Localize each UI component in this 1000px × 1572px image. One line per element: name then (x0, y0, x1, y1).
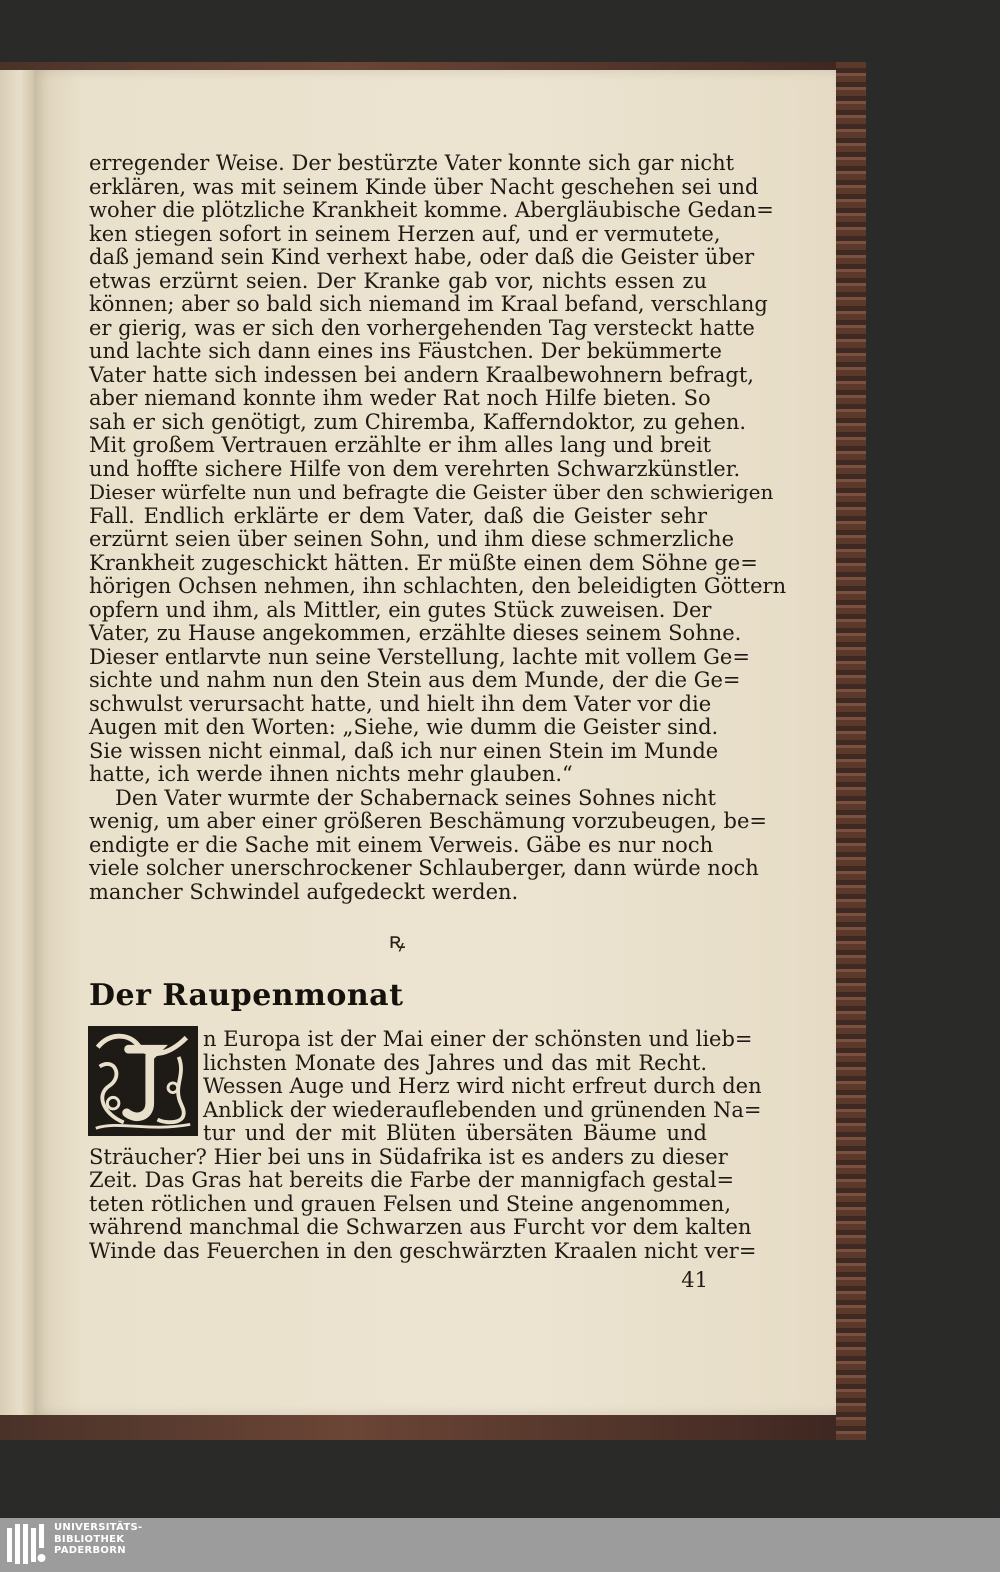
text-part-1 (89, 151, 787, 904)
section-separator-ornament: ꝶ (388, 929, 406, 954)
text-line: Wessen Auge und Herz wird nicht erfreut durch den (203, 1074, 762, 1098)
library-name-line: PADERBORN (54, 1545, 126, 1556)
text-line: Mit großem Vertrauen erzählte er ihm alles lang und breit (89, 433, 712, 457)
text-line: wenig, um aber einer größeren Beschämung vorzubeugen, be= (89, 809, 767, 833)
library-logo-icon (6, 1522, 48, 1568)
text-line: erklären, was mit seinem Kinde über Nacht geschehen sei und (89, 174, 759, 199)
text-line: teten rötlichen und grauen Felsen und Steine angenommen, (89, 1191, 731, 1216)
text-line: Dieser entlarvte nun seine Verstellung, lachte mit vollem Ge= (89, 644, 750, 669)
text-line: Winde das Feuerchen in den geschwärzten Kraalen nicht ver= (89, 1238, 757, 1263)
text-line: Fall. Endlich erklärte er dem Vater, daß die Geister sehr (89, 503, 707, 528)
text-line: n Europa ist der Mai einer der schönsten und lieb= (203, 1027, 753, 1051)
text-line: aber niemand konnte ihm weder Rat noch Hilfe bieten. So (89, 386, 711, 410)
text-line: Zeit. Das Gras hat bereits die Farbe der mannigfach gestal= (89, 1168, 735, 1192)
text-line: endigte er die Sache mit einem Verweis. Gäbe es nur noch (89, 832, 714, 857)
text-line: Vater, zu Hause angekommen, erzählte dieses seinem Sohne. (89, 621, 742, 645)
text-line: viele solcher unerschrockener Schlauberger, dann würde noch (89, 856, 759, 880)
text-line: opfern und ihm, als Mittler, ein gutes Stück zuweisen. Der (89, 597, 712, 622)
text-line: Vater hatte sich indessen bei andern Kraalbewohnern befragt, (89, 362, 754, 387)
library-footer-bar (0, 1518, 1000, 1572)
library-name-line: UNIVERSITÄTS- (54, 1522, 143, 1533)
text-line: Augen mit den Worten: „Siehe, wie dumm die Geister sind. (89, 715, 719, 739)
text-line: sah er sich genötigt, zum Chiremba, Kafferndoktor, zu gehen. (89, 409, 747, 434)
text-part-2 (89, 1027, 762, 1263)
text-line: hatte, ich werde ihnen nichts mehr glauben.“ (89, 762, 573, 786)
text-line: Sträucher? Hier bei uns in Südafrika ist es anders zu dieser (89, 1144, 728, 1169)
page-number: 41 (681, 1268, 708, 1292)
text-line: Krankheit zugeschickt hätten. Er müßte einen dem Söhne ge= (89, 550, 758, 575)
text-line: lichsten Monate des Jahres und das mit Recht. (203, 1050, 707, 1075)
text-line: schwulst verursacht hatte, und hielt ihn dem Vater vor die (89, 691, 712, 716)
library-name-line: BIBLIOTHEK (54, 1533, 125, 1545)
text-line: Sie wissen nicht einmal, daß ich nur einen Stein im Munde (89, 738, 719, 763)
text-line: er gierig, was er sich den vorhergehenden Tag versteckt hatte (89, 315, 755, 340)
left-page-edge (0, 70, 35, 1415)
text-line: Anblick der wiederauflebenden und grünenden Na= (203, 1097, 762, 1122)
text-line: und hoffte sichere Hilfe von dem verehrten Schwarzkünstler. (89, 456, 741, 481)
text-line: tur und der mit Blüten übersäten Bäume und (203, 1121, 707, 1145)
text-line: sichte und nahm nun den Stein aus dem Munde, der die Ge= (89, 668, 741, 692)
text-line: können; aber so bald sich niemand im Kraal befand, verschlang (89, 292, 768, 316)
text-line: mancher Schwindel aufgedeckt werden. (89, 879, 519, 904)
section-heading: Der Raupenmonat (89, 978, 404, 1013)
text-line: erregender Weise. Der bestürzte Vater konnte sich gar nicht (89, 151, 735, 175)
text-line: während manchmal die Schwarzen aus Furcht vor dem kalten (89, 1215, 752, 1239)
text-line: etwas erzürnt seien. Der Kranke gab vor, nichts essen zu (89, 268, 707, 293)
library-name (54, 1522, 143, 1557)
text-line: Dieser würfelte nun und befragte die Geister über den schwierigen (89, 480, 774, 504)
text-line: ken stiegen sofort in seinem Herzen auf, und er vermutete, (89, 221, 721, 246)
text-line: erzürnt seien über seinen Sohn, und ihm diese schmerzliche (89, 527, 735, 551)
text-line: woher die plötzliche Krankheit komme. Abergläubische Gedan= (89, 198, 774, 222)
text-line: Den Vater wurmte der Schabernack seines Sohnes nicht (115, 785, 716, 810)
text-line: daß jemand sein Kind verhext habe, oder daß die Geister über (89, 245, 755, 269)
text-line: hörigen Ochsen nehmen, ihn schlachten, den beleidigten Göttern (89, 574, 787, 598)
text-line: und lachte sich dann eines ins Fäustchen. Der bekümmerte (89, 339, 722, 363)
